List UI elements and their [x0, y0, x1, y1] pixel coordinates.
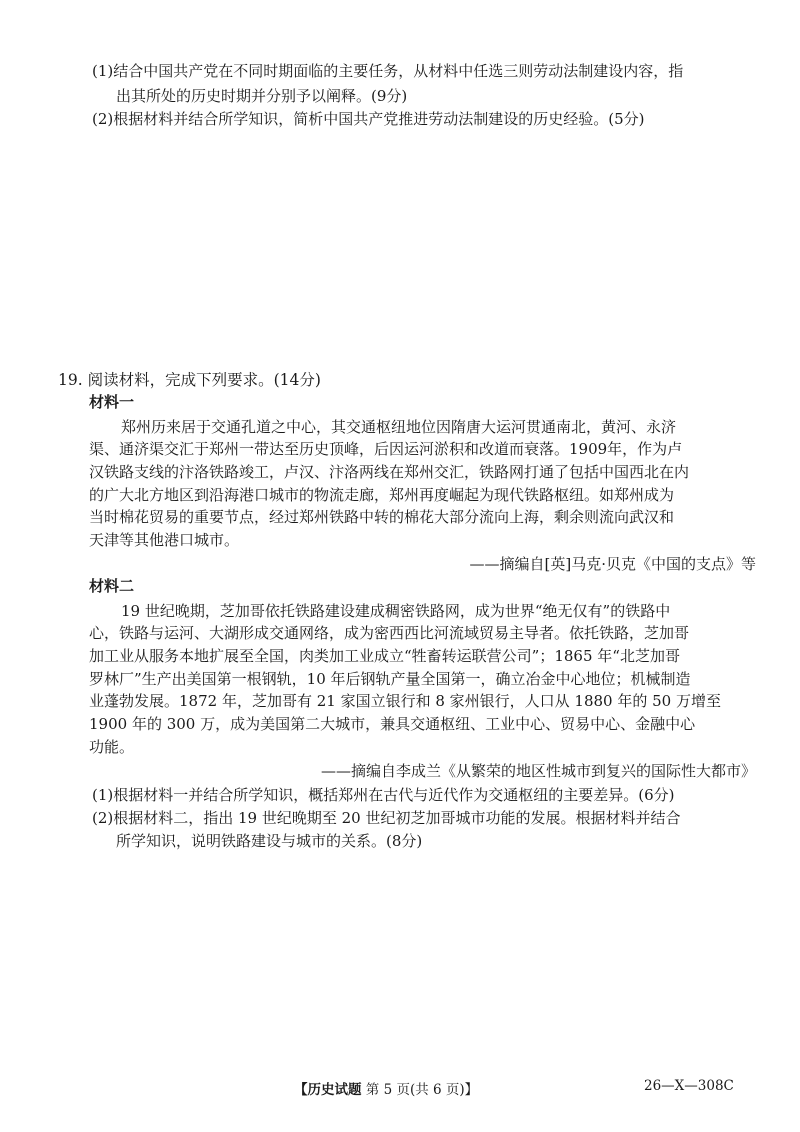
material2-line: 业蓬勃发展。1872 年，芝加哥有 21 家国立银行和 8 家州银行，人口从 1880 年的 50 万增至 [89, 692, 721, 710]
material2-line: 功能。 [89, 738, 135, 756]
footer-page-number: 第 5 页(共 6 页)】 [365, 1082, 479, 1098]
material2-line: 19 世纪晚期，芝加哥依托铁路建设建成稠密铁路网，成为世界“绝无仅有”的铁路中 [121, 602, 671, 620]
prev-q1-line2: 出其所处的历史时期并分别予以阐释。(9分) [116, 87, 408, 105]
material1-line: 渠、通济渠交汇于郑州一带达至历史顶峰，后因运河淤积和改道而衰落。1909年，作为卢 [89, 440, 683, 458]
footer-exam-code: 26—X—308C [644, 1078, 734, 1094]
material2-line: 加工业从服务本地扩展至全国，肉类加工业成立“牲畜转运联营公司”；1865 年“北芝加哥 [89, 647, 680, 665]
sub-question-2-line1: (2)根据材料二，指出 19 世纪晚期至 20 世纪初芝加哥城市功能的发展。根据材料并结合 [92, 809, 681, 827]
footer-page-info [294, 1078, 478, 1098]
material1-line: 郑州历来居于交通孔道之中心，其交通枢纽地位因隋唐大运河贯通南北，黄河、永济 [121, 418, 677, 436]
prev-q1-line1: (1)结合中国共产党在不同时期面临的主要任务，从材料中任选三则劳动法制建设内容，指 [92, 62, 684, 80]
material1-line: 的广大北方地区到沿海港口城市的物流走廊，郑州再度崛起为现代铁路枢纽。如郑州成为 [89, 486, 675, 504]
prev-q2-line1: (2)根据材料并结合所学知识，简析中国共产党推进劳动法制建设的历史经验。(5分) [92, 110, 645, 128]
material1-line: 当时棉花贸易的重要节点，经过郑州铁路中转的棉花大部分流向上海，剩余则流向武汉和 [89, 508, 675, 526]
material1-source: ——摘编自[英]马克·贝克《中国的支点》等 [469, 555, 756, 573]
question-19-header: 19. 阅读材料，完成下列要求。(14分) [58, 371, 321, 389]
sub-question-2-line2: 所学知识，说明铁路建设与城市的关系。(8分) [116, 832, 423, 850]
material1-line: 天津等其他港口城市。 [89, 531, 240, 549]
material2-line: 1900 年的 300 万，成为美国第二大城市，兼具交通枢纽、工业中心、贸易中心、金融中心 [89, 715, 696, 733]
material2-label: 材料二 [89, 577, 135, 595]
sub-question-1: (1)根据材料一并结合所学知识，概括郑州在古代与近代作为交通枢纽的主要差异。(6分) [92, 786, 675, 804]
material2-line: 心，铁路与运河、大湖形成交通网络，成为密西西比河流域贸易主导者。依托铁路，芝加哥 [89, 624, 690, 642]
material2-source: ——摘编自李成兰《从繁荣的地区性城市到复兴的国际性大都市》 [320, 762, 756, 780]
footer-subject-title: 【历史试题 [294, 1082, 362, 1098]
material2-line: 罗林厂”生产出美国第一根钢轨，10 年后钢轨产量全国第一，确立冶金中心地位；机械制造 [89, 670, 691, 688]
material1-label: 材料一 [89, 393, 135, 411]
material1-line: 汉铁路支线的汴洛铁路竣工，卢汉、汴洛两线在郑州交汇，铁路网打通了包括中国西北在内 [89, 463, 690, 481]
